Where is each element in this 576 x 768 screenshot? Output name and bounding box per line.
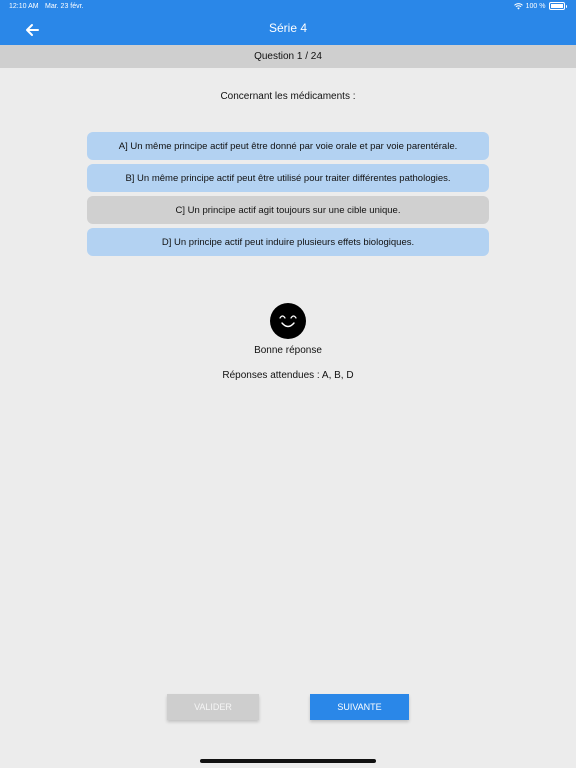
- battery-tip: [566, 5, 568, 8]
- validate-button[interactable]: VALIDER: [167, 694, 259, 720]
- answer-option-c[interactable]: C] Un principe actif agit toujours sur une cible unique.: [87, 196, 489, 224]
- status-date: Mar. 23 févr.: [45, 3, 84, 10]
- page-title: Série 4: [268, 21, 308, 35]
- question-prompt: Concernant les médicaments :: [220, 91, 356, 102]
- question-counter-bar: [0, 45, 576, 68]
- next-button[interactable]: SUIVANTE: [310, 694, 409, 720]
- status-time: 12:10 AM: [9, 3, 39, 10]
- answer-option-d[interactable]: D] Un principe actif peut induire plusieurs effets biologiques.: [87, 228, 489, 256]
- expected-answers: Réponses attendues : A, B, D: [222, 370, 354, 381]
- wifi-icon: [514, 3, 523, 10]
- answer-list: [87, 132, 489, 260]
- question-counter: Question 1 / 24: [254, 51, 322, 62]
- top-bar: [0, 0, 576, 45]
- answer-option-a[interactable]: A] Un même principe actif peut être donné par voie orale et par voie parentérale.: [87, 132, 489, 160]
- answer-option-b[interactable]: B] Un même principe actif peut être utilisé pour traiter différentes pathologies.: [87, 164, 489, 192]
- battery-icon: [549, 2, 565, 10]
- battery-percent: 100 %: [525, 2, 546, 10]
- result-label: Bonne réponse: [254, 345, 322, 356]
- status-indicators: [514, 2, 567, 10]
- home-indicator: [200, 759, 376, 763]
- smiley-icon: [270, 303, 306, 339]
